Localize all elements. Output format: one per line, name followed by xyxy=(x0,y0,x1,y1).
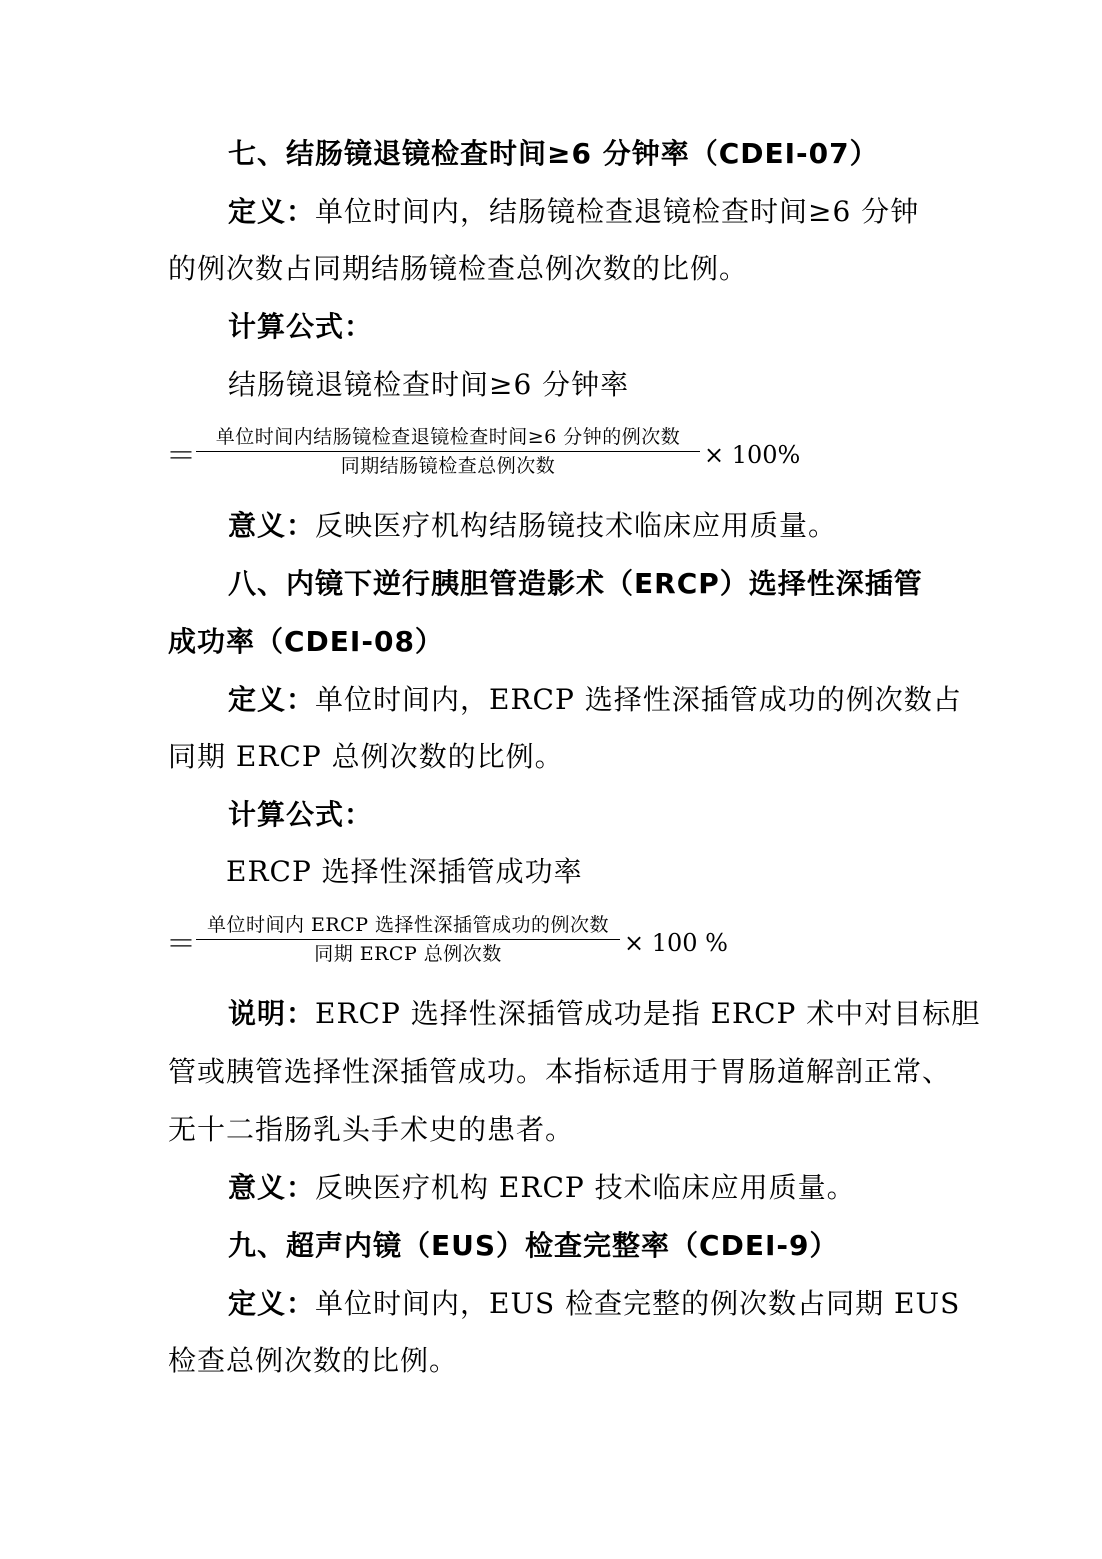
section-7-definition-line-1 xyxy=(228,195,920,228)
definition-label: 定义： xyxy=(228,683,316,716)
definition-label: 定义： xyxy=(228,1287,316,1320)
section-8-heading-line-1: 八、内镜下逆行胰胆管造影术（ERCP）选择性深插管 xyxy=(228,567,923,600)
section-7-numerator: 单位时间内结肠镜检查退镜检查时间≥6 分钟的例次数 xyxy=(215,426,681,448)
section-8-note-line-3: 无十二指肠乳头手术史的患者。 xyxy=(168,1113,575,1146)
meaning-text: 反映医疗机构结肠镜技术临床应用质量。 xyxy=(315,509,838,542)
section-8-fraction xyxy=(196,916,620,964)
section-7-meaning xyxy=(228,509,838,542)
section-8-denominator: 同期 ERCP 总例次数 xyxy=(314,943,502,965)
section-8-numerator: 单位时间内 ERCP 选择性深插管成功的例次数 xyxy=(206,914,610,936)
note-text: ERCP 选择性深插管成功是指 ERCP 术中对目标胆 xyxy=(315,997,981,1030)
section-8-meaning xyxy=(228,1171,856,1204)
section-8-equals-sign: ＝ xyxy=(166,927,196,962)
meaning-label: 意义： xyxy=(228,509,316,542)
section-9-definition-line-2: 检查总例次数的比例。 xyxy=(168,1344,459,1377)
section-9-heading: 九、超声内镜（EUS）检查完整率（CDEI-9） xyxy=(228,1229,839,1262)
section-8-definition-line-2: 同期 ERCP 总例次数的比例。 xyxy=(168,740,564,773)
section-7-heading: 七、结肠镜退镜检查时间≥6 分钟率（CDEI-07） xyxy=(228,137,879,170)
definition-text: 单位时间内，结肠镜检查退镜检查时间≥6 分钟 xyxy=(315,195,920,228)
section-8-fraction-bar xyxy=(196,939,620,940)
meaning-text: 反映医疗机构 ERCP 技术临床应用质量。 xyxy=(315,1171,856,1204)
definition-label: 定义： xyxy=(228,195,316,228)
section-8-definition-line-1 xyxy=(228,683,962,716)
meaning-label: 意义： xyxy=(228,1171,316,1204)
section-7-denominator: 同期结肠镜检查总例次数 xyxy=(340,455,556,477)
section-7-multiplier: × 100% xyxy=(704,441,801,469)
section-7-formula-label: 计算公式： xyxy=(228,310,374,343)
section-7-fraction xyxy=(196,428,700,476)
section-7-equals-sign: ＝ xyxy=(166,439,196,474)
section-7-fraction-bar xyxy=(196,451,700,452)
section-8-formula-label: 计算公式： xyxy=(228,798,374,831)
section-8-multiplier: × 100 % xyxy=(624,929,728,957)
section-7-formula-lhs: 结肠镜退镜检查时间≥6 分钟率 xyxy=(228,368,630,401)
note-label: 说明： xyxy=(228,997,316,1030)
definition-text: 单位时间内，EUS 检查完整的例次数占同期 EUS xyxy=(315,1287,961,1320)
definition-text: 单位时间内，ERCP 选择性深插管成功的例次数占 xyxy=(315,683,962,716)
section-8-note-line-1 xyxy=(228,997,981,1030)
section-8-formula-lhs: ERCP 选择性深插管成功率 xyxy=(226,855,583,888)
section-8-heading-line-2: 成功率（CDEI-08） xyxy=(168,625,444,658)
section-9-definition-line-1 xyxy=(228,1287,961,1320)
section-8-note-line-2: 管或胰管选择性深插管成功。本指标适用于胃肠道解剖正常、 xyxy=(168,1055,952,1088)
section-7-definition-line-2: 的例次数占同期结肠镜检查总例次数的比例。 xyxy=(168,252,749,285)
